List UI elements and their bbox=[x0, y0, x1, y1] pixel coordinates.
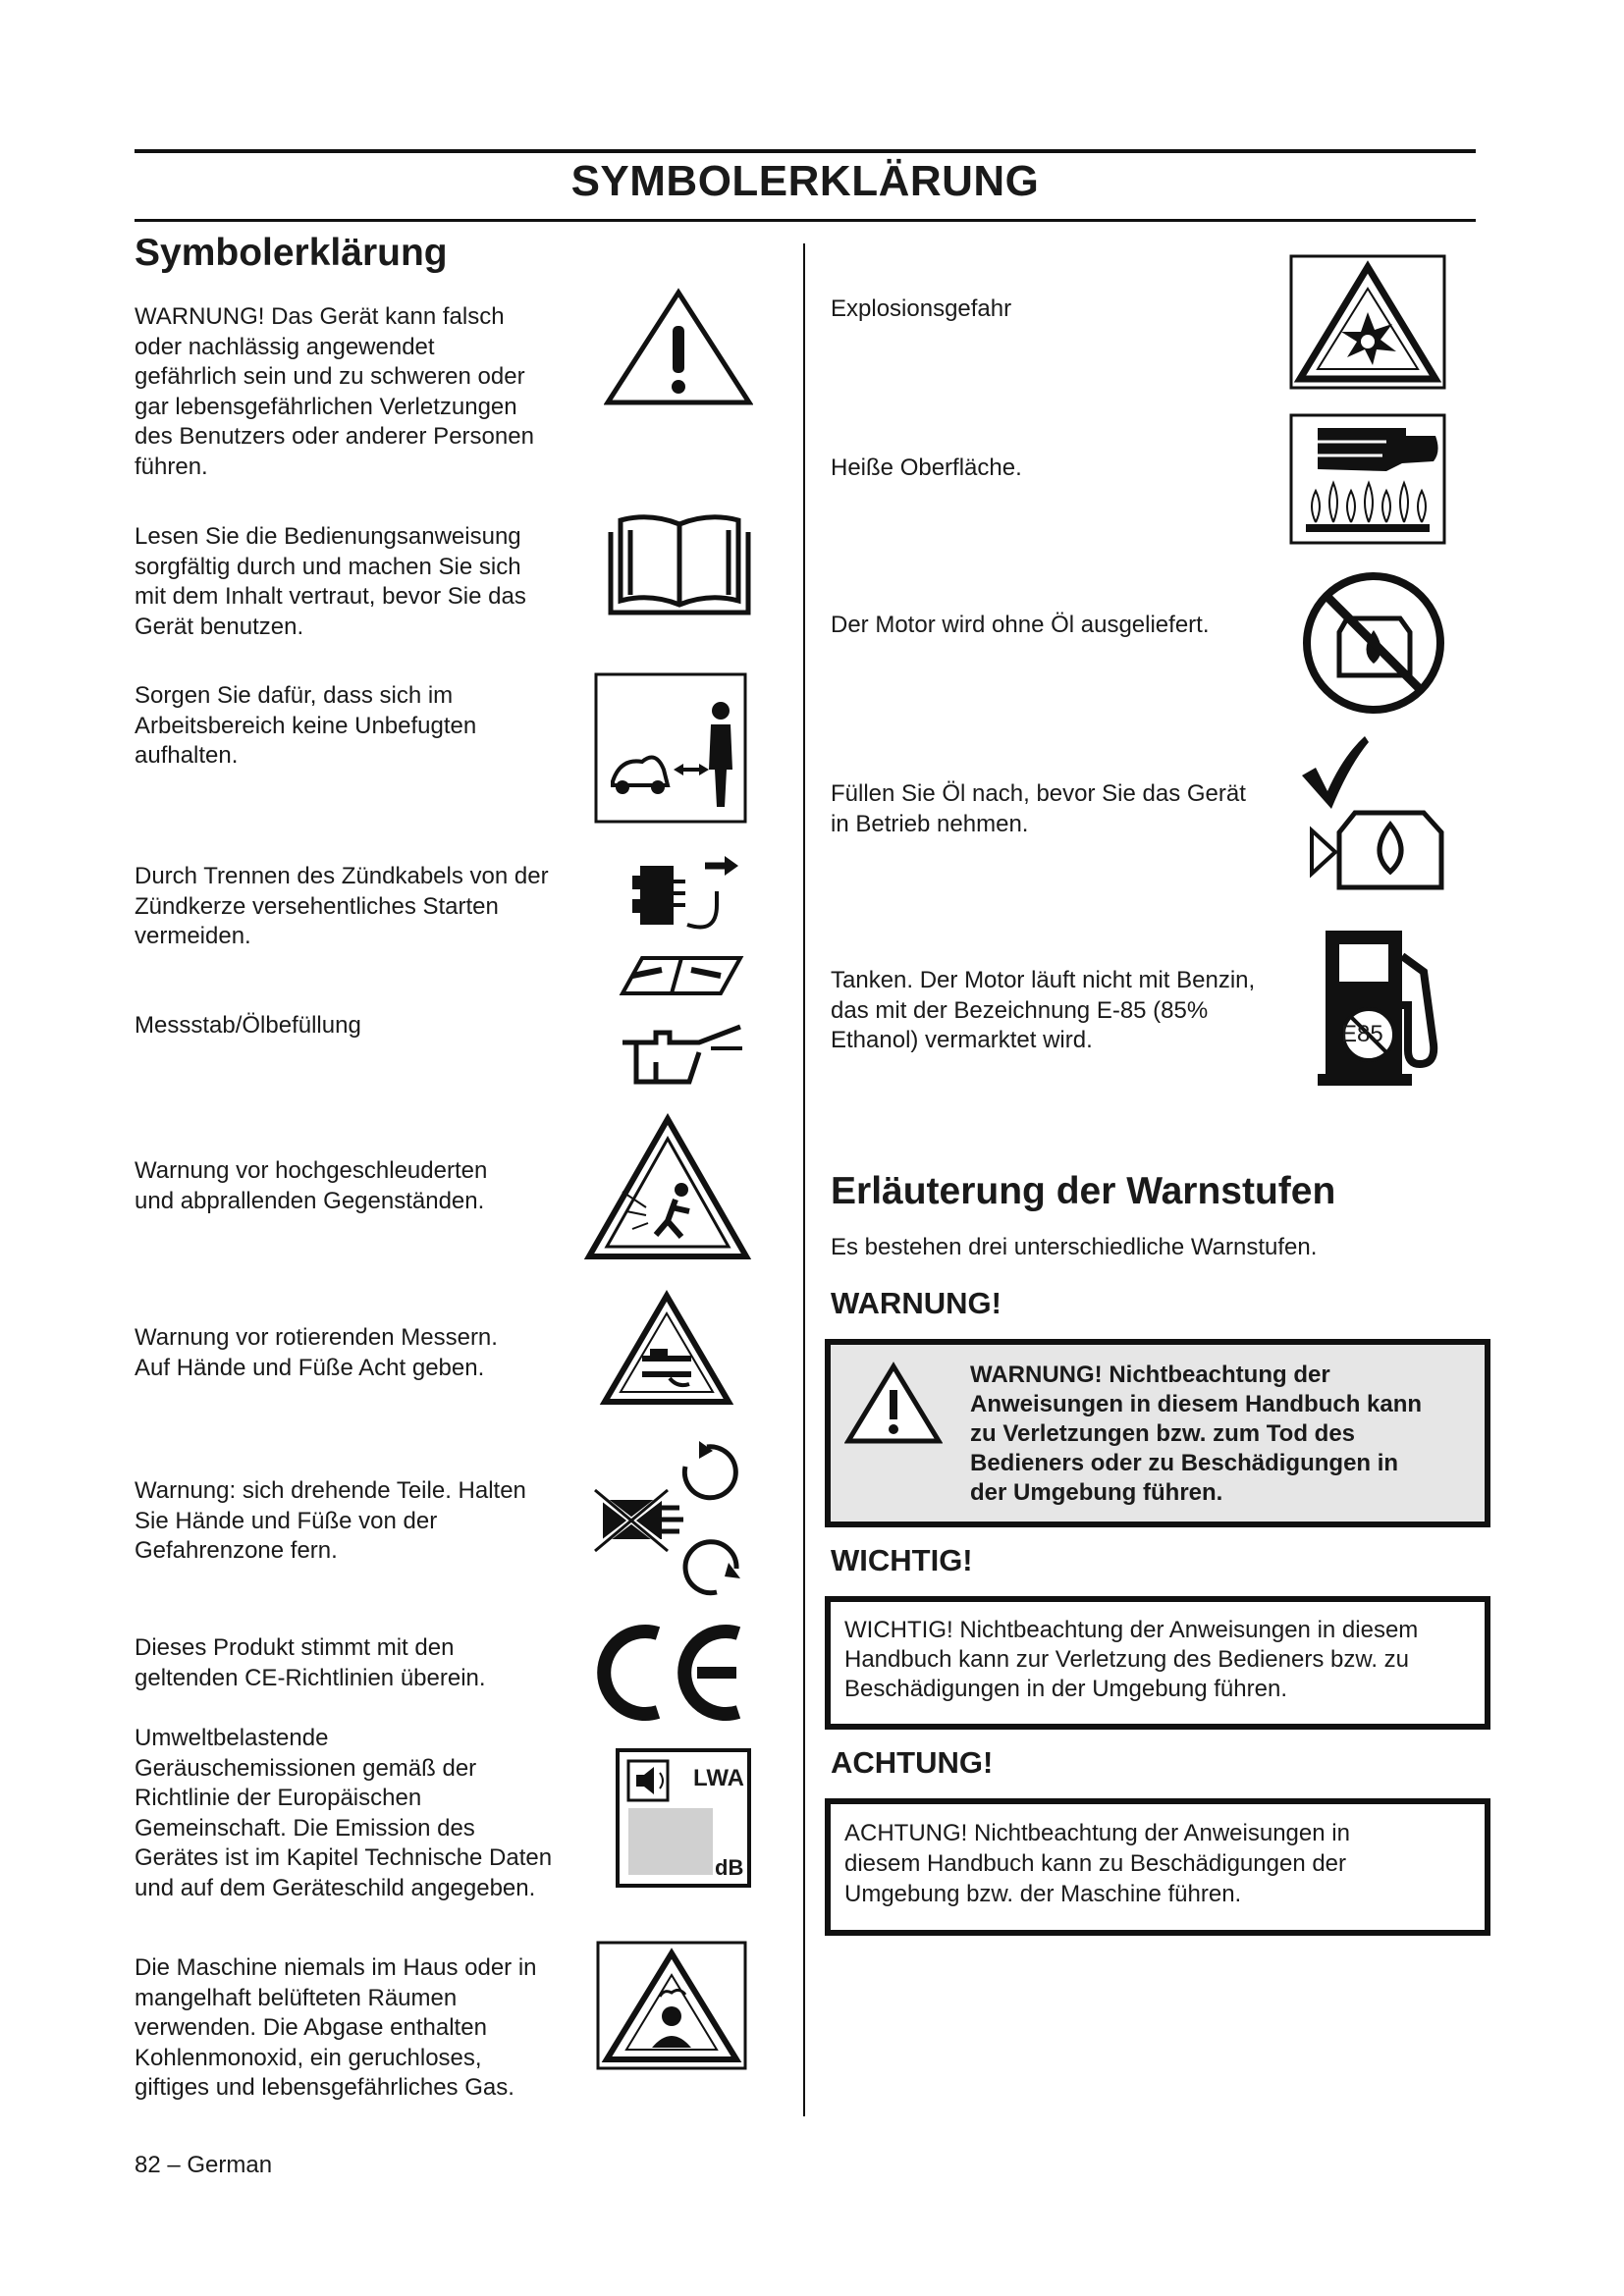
symbol-text-hot-surface: Heiße Oberfläche. bbox=[831, 454, 1022, 481]
symbol-text-thrown-objects: Warnung vor hochgeschleuderten und abprallenden Gegenständen. bbox=[135, 1157, 488, 1214]
page-title: SYMBOLERKLÄRUNG bbox=[570, 157, 1040, 205]
symbol-text-noise: Umweltbelastende Geräuschemissionen gemäß der Richtlinie der Europäischen Gemeinschaft. Die Emission des Gerätes ist im Kapitel Technische Daten und auf dem Geräteschild angegeben. bbox=[135, 1725, 553, 1901]
manual-book-icon bbox=[607, 510, 752, 618]
keep-distance-icon bbox=[593, 671, 748, 825]
symbol-text-fuel: Tanken. Der Motor läuft nicht mit Benzin, das mit der Bezeichnung E-85 (85% Ethanol) vermarktet wird. bbox=[831, 967, 1256, 1053]
symbol-text-dipstick: Messstab/Ölbefüllung bbox=[135, 1012, 361, 1039]
symbol-text-rotating-blades: Warnung vor rotierenden Messern. Auf Hände und Füße Acht geben. bbox=[135, 1324, 498, 1381]
caution-level-heading: ACHTUNG! bbox=[831, 1745, 994, 1780]
symbol-text-no-oil: Der Motor wird ohne Öl ausgeliefert. bbox=[831, 612, 1210, 638]
caution-box bbox=[825, 1798, 1490, 1936]
warn-levels-intro: Es bestehen drei unterschiedliche Warnstufen. bbox=[831, 1234, 1318, 1260]
symbol-text-warning: WARNUNG! Das Gerät kann falsch oder nachlässig angewendet gefährlich sein und zu schweren oder gar lebensgefährlichen Verletzungen des Benutzers oder anderer Personen führen. bbox=[135, 303, 534, 480]
caution-box-text: ACHTUNG! Nichtbeachtung der Anweisungen in diesem Handbuch kann zu Beschädigungen der Umgebung bzw. der Maschine führen. bbox=[844, 1820, 1350, 1907]
page-number: 82 – German bbox=[135, 2152, 273, 2178]
warning-box-text: WARNUNG! Nichtbeachtung der Anweisungen in diesem Handbuch kann zu Verletzungen bzw. zum Tod des Bedieners oder zu Beschädigungen in der Umgebung führen. bbox=[970, 1362, 1423, 1506]
warn-levels-heading: Erläuterung der Warnstufen bbox=[831, 1170, 1336, 1212]
symbol-text-ce: Dieses Produkt stimmt mit den geltenden CE-Richtlinien überein. bbox=[135, 1634, 486, 1691]
e85-label: E85 bbox=[1341, 1021, 1383, 1047]
spark-plug-disconnect-icon bbox=[628, 846, 742, 940]
symbol-text-explosion: Explosionsgefahr bbox=[831, 295, 1012, 322]
warning-level-heading: WARNUNG! bbox=[831, 1286, 1001, 1320]
header-bottom-rule bbox=[135, 219, 1476, 222]
rotating-blades-icon bbox=[599, 1290, 734, 1408]
manual-wrench-icon bbox=[613, 948, 748, 1001]
no-oil-icon bbox=[1300, 569, 1447, 717]
rotating-parts-icon bbox=[589, 1437, 750, 1602]
section-heading-symbols: Symbolerklärung bbox=[135, 232, 448, 274]
column-divider bbox=[803, 243, 805, 2116]
symbol-text-carbon-monoxide: Die Maschine niemals im Haus oder in mangelhaft belüfteten Räumen verwenden. Die Abgase enthalten Kohlenmonoxid, ein geruchloses, giftiges und lebensgefährliches Gas. bbox=[135, 1954, 537, 2101]
explosion-hazard-icon bbox=[1288, 253, 1447, 391]
important-box bbox=[825, 1596, 1490, 1730]
important-level-heading: WICHTIG! bbox=[831, 1543, 973, 1577]
carbon-monoxide-icon bbox=[595, 1940, 748, 2071]
symbol-text-manual: Lesen Sie die Bedienungsanweisung sorgfältig durch und machen Sie sich mit dem Inhalt vertraut, bevor Sie das Gerät benutzen. bbox=[135, 523, 526, 640]
symbol-text-rotating-parts: Warnung: sich drehende Teile. Halten Sie Hände und Füße von der Gefahrenzone fern. bbox=[135, 1477, 526, 1564]
warning-triangle-icon bbox=[604, 287, 753, 406]
noise-emission-icon bbox=[615, 1747, 752, 1889]
symbol-text-keep-away: Sorgen Sie dafür, dass sich im Arbeitsbereich keine Unbefugten aufhalten. bbox=[135, 682, 477, 769]
fill-oil-icon bbox=[1294, 730, 1447, 903]
noise-db-label: dB bbox=[715, 1855, 744, 1880]
thrown-objects-icon bbox=[583, 1113, 752, 1262]
noise-lwa-label: LWA bbox=[693, 1765, 744, 1791]
warning-triangle-icon bbox=[844, 1361, 943, 1445]
symbol-text-fill-oil: Füllen Sie Öl nach, bevor Sie das Gerät in Betrieb nehmen. bbox=[831, 780, 1246, 837]
hot-surface-icon bbox=[1288, 412, 1447, 546]
header-top-rule bbox=[135, 149, 1476, 153]
dipstick-oil-can-icon bbox=[617, 1023, 748, 1092]
fuel-pump-e85-icon bbox=[1318, 927, 1447, 1088]
warning-box bbox=[825, 1339, 1490, 1527]
important-box-text: WICHTIG! Nichtbeachtung der Anweisungen in diesem Handbuch kann zur Verletzung des Bedieners bzw. zu Beschädigungen in der Umgebung führen. bbox=[844, 1617, 1419, 1702]
symbol-text-spark-plug: Durch Trennen des Zündkabels von der Zündkerze versehentliches Starten vermeiden. bbox=[135, 863, 549, 949]
ce-mark-icon bbox=[593, 1620, 752, 1726]
